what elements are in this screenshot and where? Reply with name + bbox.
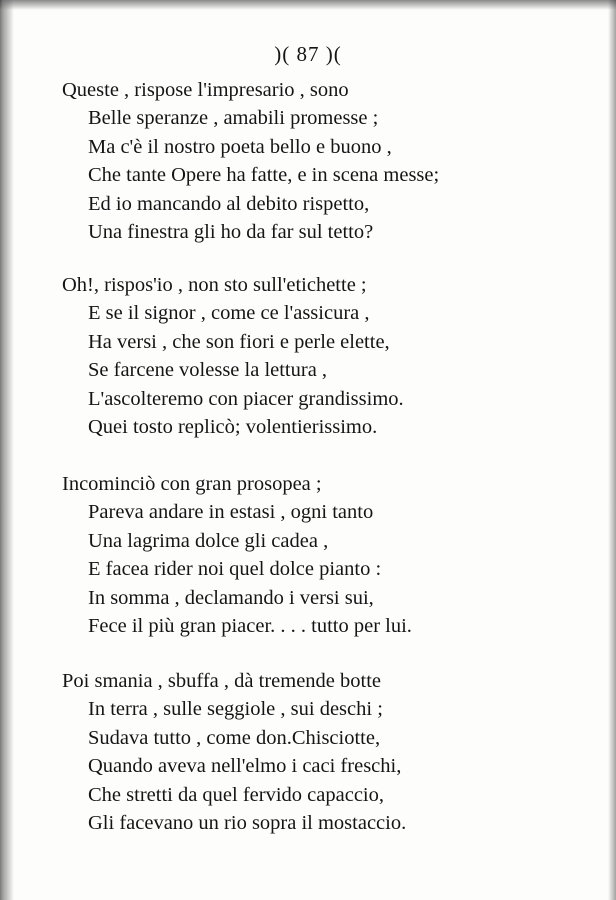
stanza-3 — [62, 470, 582, 640]
verse-line: Belle speranze , amabili promesse ; — [88, 107, 379, 130]
scan-edge-right — [608, 0, 616, 900]
verse-line: L'ascolteremo con piacer grandissimo. — [88, 387, 404, 410]
stanza-1 — [62, 76, 582, 246]
verse-line: Quando aveva nell'elmo i caci freschi, — [88, 755, 402, 778]
scan-edge-top — [0, 0, 616, 10]
verse-line: Gli facevano un rio sopra il mostaccio. — [88, 811, 407, 834]
verse-line: Una finestra gli ho da far sul tetto? — [88, 220, 374, 243]
verse-line: In terra , sulle seggiole , sui deschi ; — [88, 698, 383, 721]
verse-line: Ed io mancando al debito rispetto, — [88, 192, 370, 215]
verse-line: Oh!, rispos'io , non sto sull'etichette ; — [62, 274, 367, 296]
verse-line: Incominciò con gran prosopea ; — [62, 473, 322, 495]
verse-line: Poi smania , sbuffa , dà tremende botte — [62, 670, 382, 692]
verse-line: E facea rider noi quel dolce pianto : — [88, 558, 382, 581]
verse-line: Che stretti da quel fervido capaccio, — [88, 783, 384, 806]
stanza-4 — [62, 667, 582, 837]
verse-line: Che tante Opere ha fatte, e in scena messe; — [88, 164, 440, 187]
verse-line: Ma c'è il nostro poeta bello e buono , — [88, 135, 392, 158]
verse-line: Una lagrima dolce gli cadea , — [88, 529, 329, 552]
scan-edge-left — [0, 0, 14, 900]
verse-line: Pareva andare in estasi , ogni tanto — [88, 501, 374, 524]
verse-line: In somma , declamando i versi sui, — [88, 586, 374, 609]
page-number: )( 87 )( — [274, 42, 342, 66]
verse-line: Se farcene volesse la lettura , — [88, 359, 328, 382]
stanza-2 — [62, 271, 582, 441]
verse-line: Fece il più gran piacer. . . . tutto per lui. — [88, 614, 412, 637]
verse-line: E se il signor , come ce l'assicura , — [88, 302, 370, 325]
verse-line: Queste , rispose l'impresario , sono — [62, 79, 349, 101]
verse-line: Sudava tutto , come don.Chisciotte, — [88, 726, 381, 749]
verse-line: Ha versi , che son fiori e perle elette, — [88, 330, 390, 353]
verse-line: Quei tosto replicò; volentierissimo. — [88, 415, 378, 438]
